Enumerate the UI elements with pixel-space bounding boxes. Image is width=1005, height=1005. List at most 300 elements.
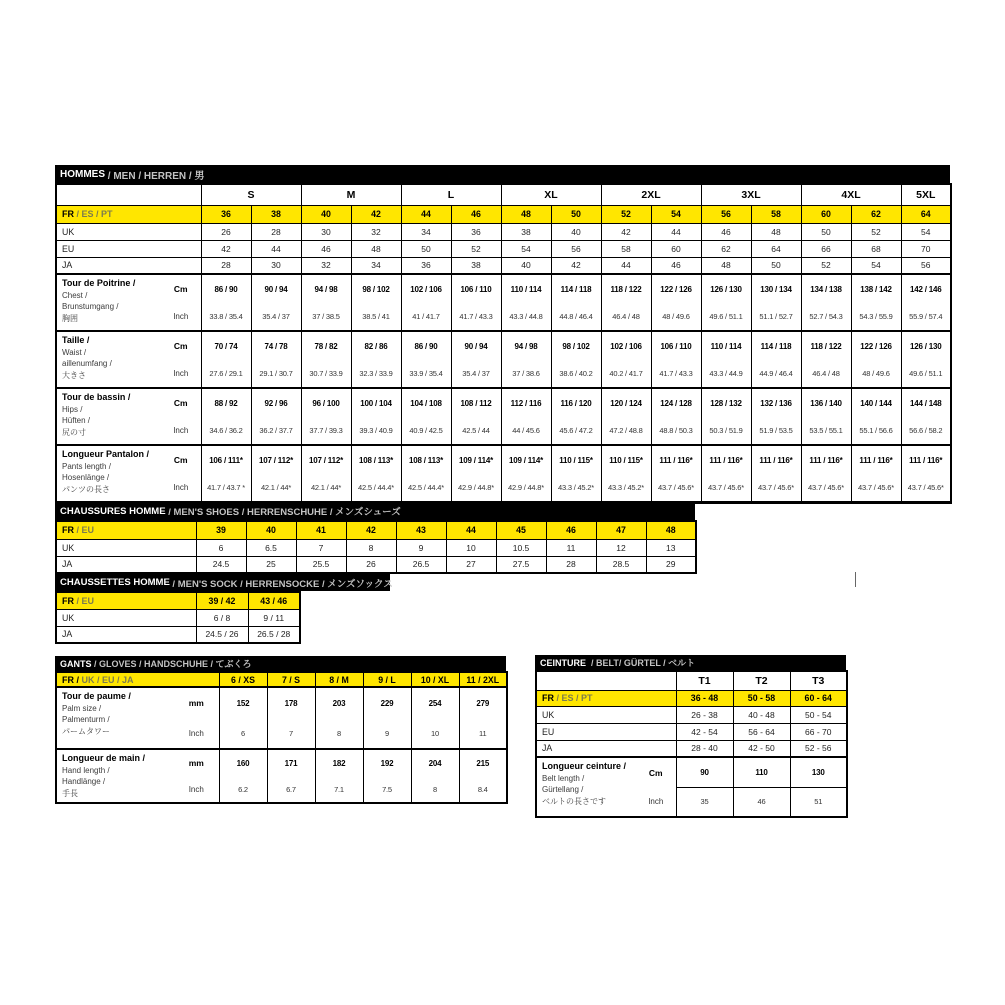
- measure-value-metric: 106 / 110: [651, 331, 701, 360]
- measure-value-inch: 51: [790, 787, 847, 817]
- unit-label: mm: [174, 687, 219, 718]
- unit-label: Inch: [161, 360, 201, 388]
- measure-value-metric: 192: [363, 749, 411, 776]
- size-value: 42: [601, 223, 651, 240]
- size-value: 34: [351, 257, 401, 274]
- size-system-label: [56, 592, 196, 609]
- measure-value-metric: 112 / 116: [501, 388, 551, 417]
- gloves-size-table: [55, 671, 508, 804]
- size-value: 28: [201, 257, 251, 274]
- size-value: 66: [801, 240, 851, 257]
- table-row: [536, 740, 847, 757]
- belt-section-subtitle: / BELT/ GÜRTEL / ベルト: [586, 658, 696, 668]
- table-row: [56, 539, 696, 556]
- row-label: UK: [56, 539, 196, 556]
- belt-size-group-label: T1: [676, 671, 733, 690]
- measure-value-metric: 111 / 116*: [651, 445, 701, 474]
- belt-size-group-label: T3: [790, 671, 847, 690]
- measure-value-metric: 171: [267, 749, 315, 776]
- measure-value-metric: 128 / 132: [701, 388, 751, 417]
- size-value: 56 - 64: [733, 723, 790, 740]
- measure-value-metric: 90 / 94: [451, 331, 501, 360]
- measure-value-inch: 49.6 / 51.1: [901, 360, 951, 388]
- size-value: 6.5: [246, 539, 296, 556]
- measure-value-inch: 44.9 / 46.4: [751, 360, 801, 388]
- table-row: [56, 360, 951, 388]
- measure-value-inch: 6: [219, 718, 267, 749]
- gloves-section-subtitle: / GLOVES / HANDSCHUHE / てぶくろ: [91, 659, 252, 669]
- table-row: [56, 556, 696, 573]
- measure-value-inch: 56.6 / 58.2: [901, 417, 951, 445]
- size-value: 50: [401, 240, 451, 257]
- table-row: [56, 417, 951, 445]
- shoes-section-subtitle: / MEN'S SHOES / HERRENSCHUHE / メンズシューズ: [165, 507, 401, 518]
- size-value: 28: [546, 556, 596, 573]
- row-label: JA: [56, 556, 196, 573]
- size-group-spacer: [56, 184, 201, 205]
- measure-value-metric: 102 / 106: [401, 274, 451, 303]
- measure-subtitle: パームタワー: [62, 726, 110, 736]
- size-value: 38: [501, 223, 551, 240]
- measure-subtitle: 胸囲: [62, 313, 78, 323]
- measure-value-metric: 102 / 106: [601, 331, 651, 360]
- size-value-fr: 42: [351, 205, 401, 223]
- measure-value-inch: 43.7 / 45.6*: [851, 474, 901, 502]
- measure-value-metric: 120 / 124: [601, 388, 651, 417]
- measure-value-metric: 74 / 78: [251, 331, 301, 360]
- size-value: 6 / XS: [219, 672, 267, 687]
- unit-label: Cm: [161, 331, 201, 360]
- size-value: 60: [651, 240, 701, 257]
- measure-value-metric: 94 / 98: [501, 331, 551, 360]
- measure-title: Tour de paume /: [62, 691, 131, 701]
- measure-value-metric: 108 / 112: [451, 388, 501, 417]
- size-value: 66 - 70: [790, 723, 847, 740]
- row-label: EU: [56, 240, 201, 257]
- measure-value-inch: 43.3 / 45.2*: [601, 474, 651, 502]
- measure-value-metric: 104 / 108: [401, 388, 451, 417]
- size-value: 27.5: [496, 556, 546, 573]
- belt-size-group-label: T2: [733, 671, 790, 690]
- size-system-label-secondary: / ES / PT: [554, 693, 593, 703]
- size-value: 9 / L: [363, 672, 411, 687]
- size-value: 44: [601, 257, 651, 274]
- size-value: 42 - 50: [733, 740, 790, 757]
- socks-size-table: [55, 591, 301, 644]
- size-value: 9: [396, 539, 446, 556]
- table-row: [56, 205, 951, 223]
- measure-value-inch: 37.7 / 39.3: [301, 417, 351, 445]
- measure-value-inch: 53.5 / 55.1: [801, 417, 851, 445]
- measure-value-inch: 48 / 49.6: [651, 303, 701, 331]
- size-value: 26 - 38: [676, 706, 733, 723]
- measure-value-inch: 55.1 / 56.6: [851, 417, 901, 445]
- measure-value-metric: 100 / 104: [351, 388, 401, 417]
- measure-subtitle: Hips /: [62, 404, 83, 414]
- measure-value-metric: 114 / 118: [551, 274, 601, 303]
- unit-label: Inch: [174, 718, 219, 749]
- table-row: [536, 706, 847, 723]
- size-value: 28.5: [596, 556, 646, 573]
- size-group-label: L: [401, 184, 501, 205]
- size-value: 48: [751, 223, 801, 240]
- belt-section-title: CEINTURE: [540, 657, 587, 668]
- measure-subtitle: Brunstumgang /: [62, 302, 119, 311]
- size-value: 24.5: [196, 556, 246, 573]
- measure-value-inch: 46.4 / 48: [601, 303, 651, 331]
- measure-value-inch: 37 / 38.6: [501, 360, 551, 388]
- size-value: 48: [701, 257, 751, 274]
- measure-subtitle: 手長: [62, 788, 78, 798]
- row-label: UK: [56, 609, 196, 626]
- measure-label: [56, 388, 161, 445]
- size-value-fr: 48: [501, 205, 551, 223]
- size-value: 25.5: [296, 556, 346, 573]
- measure-value-inch: 42.9 / 44.8*: [501, 474, 551, 502]
- measure-value-inch: 44 / 45.6: [501, 417, 551, 445]
- unit-label: Inch: [161, 417, 201, 445]
- measure-value-inch: 39.3 / 40.9: [351, 417, 401, 445]
- measure-value-metric: 86 / 90: [201, 274, 251, 303]
- measure-value-inch: 43.7 / 45.6*: [901, 474, 951, 502]
- measure-value-metric: 152: [219, 687, 267, 718]
- size-value-fr: 64: [901, 205, 951, 223]
- measure-value-metric: 134 / 138: [801, 274, 851, 303]
- measure-value-metric: 109 / 114*: [501, 445, 551, 474]
- measure-subtitle: Waist /: [62, 347, 87, 357]
- measure-value-metric: 90 / 94: [251, 274, 301, 303]
- measure-value-metric: 94 / 98: [301, 274, 351, 303]
- measure-value-inch: 42.5 / 44.4*: [351, 474, 401, 502]
- measure-value-metric: 142 / 146: [901, 274, 951, 303]
- size-value: 30: [251, 257, 301, 274]
- size-value-fr: 60: [801, 205, 851, 223]
- size-value: 46: [651, 257, 701, 274]
- size-value: 11: [546, 539, 596, 556]
- measure-value-metric: 254: [411, 687, 459, 718]
- size-value-fr: 41: [296, 521, 346, 539]
- men-section-title: HOMMES: [60, 168, 105, 180]
- measure-value-inch: 43.7 / 45.6*: [651, 474, 701, 502]
- measure-value-inch: 33.9 / 35.4: [401, 360, 451, 388]
- table-row: [56, 521, 696, 539]
- table-row: [56, 672, 507, 687]
- size-value: 7: [296, 539, 346, 556]
- measure-subtitle: Chest /: [62, 290, 88, 300]
- measure-value-metric: 92 / 96: [251, 388, 301, 417]
- measure-value-metric: 178: [267, 687, 315, 718]
- size-value-fr: 44: [446, 521, 496, 539]
- measure-title: Longueur de main /: [62, 753, 146, 763]
- size-group-label: XL: [501, 184, 601, 205]
- size-value-fr: 58: [751, 205, 801, 223]
- size-group-label: S: [201, 184, 301, 205]
- measure-value-metric: 82 / 86: [351, 331, 401, 360]
- measure-value-inch: 42.5 / 44.4*: [401, 474, 451, 502]
- table-row: [536, 723, 847, 740]
- measure-value-inch: 41 / 41.7: [401, 303, 451, 331]
- size-value-fr: 39: [196, 521, 246, 539]
- size-value-fr: 48: [646, 521, 696, 539]
- size-value-fr: 40: [246, 521, 296, 539]
- table-row: [56, 474, 951, 502]
- measure-value-metric: 144 / 148: [901, 388, 951, 417]
- measure-value-inch: 43.3 / 44.8: [501, 303, 551, 331]
- size-group-label: 3XL: [701, 184, 801, 205]
- measure-value-inch: 49.6 / 51.1: [701, 303, 751, 331]
- measure-value-metric: 204: [411, 749, 459, 776]
- measure-value-inch: 40.9 / 42.5: [401, 417, 451, 445]
- size-value: 6: [196, 539, 246, 556]
- measure-value-inch: 42.1 / 44*: [251, 474, 301, 502]
- size-value: 10.5: [496, 539, 546, 556]
- measure-value-inch: 43.3 / 44.9: [701, 360, 751, 388]
- measure-subtitle: Hand length /: [62, 765, 110, 775]
- size-system-label: [56, 672, 219, 687]
- size-system-label: [56, 521, 196, 539]
- size-value: 44: [651, 223, 701, 240]
- table-row: [56, 240, 951, 257]
- size-value: 54: [501, 240, 551, 257]
- measure-value-inch: 27.6 / 29.1: [201, 360, 251, 388]
- size-value: 28: [251, 223, 301, 240]
- measure-value-metric: 70 / 74: [201, 331, 251, 360]
- table-row: [56, 331, 951, 360]
- size-value-fr: 46: [546, 521, 596, 539]
- measure-value-inch: 7: [267, 718, 315, 749]
- measure-subtitle: パンツの長さ: [62, 484, 110, 494]
- measure-value-metric: 203: [315, 687, 363, 718]
- unit-label: Cm: [636, 757, 676, 787]
- measure-value-inch: 8: [411, 776, 459, 803]
- row-label: JA: [56, 626, 196, 643]
- size-value: 26: [201, 223, 251, 240]
- measure-value-inch: 52.7 / 54.3: [801, 303, 851, 331]
- measure-value-inch: 46: [733, 787, 790, 817]
- size-value: 36: [451, 223, 501, 240]
- size-value-fr: 43 / 46: [248, 592, 300, 609]
- size-system-label-primary: FR: [62, 209, 74, 219]
- measure-value-inch: 51.9 / 53.5: [751, 417, 801, 445]
- shoes-section-header: [55, 502, 695, 520]
- size-value-fr: 56: [701, 205, 751, 223]
- size-value: 36: [401, 257, 451, 274]
- measure-label: [56, 331, 161, 388]
- size-value: 34: [401, 223, 451, 240]
- unit-label: Cm: [161, 388, 201, 417]
- measure-value-metric: 118 / 122: [601, 274, 651, 303]
- size-value-fr: 45: [496, 521, 546, 539]
- measure-value-metric: 124 / 128: [651, 388, 701, 417]
- measure-value-inch: 44.8 / 46.4: [551, 303, 601, 331]
- size-value: 32: [351, 223, 401, 240]
- measure-value-inch: 33.8 / 35.4: [201, 303, 251, 331]
- shoes-size-table: [55, 520, 697, 574]
- measure-subtitle: Belt length /: [542, 773, 585, 783]
- measure-value-inch: 36.2 / 37.7: [251, 417, 301, 445]
- unit-label: Inch: [161, 303, 201, 331]
- table-row: [56, 303, 951, 331]
- size-value: 10: [446, 539, 496, 556]
- size-system-label-primary: FR /: [62, 674, 79, 685]
- size-value: 46: [701, 223, 751, 240]
- size-value: 44: [251, 240, 301, 257]
- size-value: 42: [551, 257, 601, 274]
- size-value: 10 / XL: [411, 672, 459, 687]
- measure-value-metric: 107 / 112*: [301, 445, 351, 474]
- size-value-fr: 60 - 64: [790, 690, 847, 706]
- size-value: 46: [301, 240, 351, 257]
- size-value: 50: [751, 257, 801, 274]
- measure-title: Longueur ceinture /: [542, 761, 627, 771]
- size-value-fr: 54: [651, 205, 701, 223]
- size-value: 26.5: [396, 556, 446, 573]
- men-section-header: [55, 165, 950, 183]
- size-value-fr: 47: [596, 521, 646, 539]
- size-value: 70: [901, 240, 951, 257]
- measure-value-metric: 90: [676, 757, 733, 787]
- measure-subtitle: 大きさ: [62, 370, 86, 380]
- measure-subtitle: aillenumfang /: [62, 359, 112, 368]
- measure-value-inch: 43.3 / 45.2*: [551, 474, 601, 502]
- size-value: 42: [201, 240, 251, 257]
- men-size-table: [55, 183, 952, 504]
- measure-value-metric: 140 / 144: [851, 388, 901, 417]
- size-value: 52: [851, 223, 901, 240]
- size-value: 13: [646, 539, 696, 556]
- size-value: 48: [351, 240, 401, 257]
- measure-value-metric: 114 / 118: [751, 331, 801, 360]
- table-row: [56, 388, 951, 417]
- size-group-spacer: [536, 671, 676, 690]
- measure-title: Taille /: [62, 335, 90, 345]
- measure-value-inch: 35: [676, 787, 733, 817]
- measure-label: [536, 757, 636, 817]
- measure-value-metric: 110 / 115*: [551, 445, 601, 474]
- size-value: 11 / 2XL: [459, 672, 507, 687]
- size-value: 54: [851, 257, 901, 274]
- measure-value-metric: 111 / 116*: [851, 445, 901, 474]
- size-value: 42 - 54: [676, 723, 733, 740]
- size-value: 26: [346, 556, 396, 573]
- measure-value-metric: 110: [733, 757, 790, 787]
- size-value: 62: [701, 240, 751, 257]
- measure-value-metric: 111 / 116*: [801, 445, 851, 474]
- measure-value-inch: 6.7: [267, 776, 315, 803]
- measure-subtitle: Handlänge /: [62, 777, 106, 786]
- measure-value-inch: 40.2 / 41.7: [601, 360, 651, 388]
- measure-value-metric: 229: [363, 687, 411, 718]
- size-value: 58: [601, 240, 651, 257]
- table-row: [536, 757, 847, 787]
- measure-value-metric: 126 / 130: [901, 331, 951, 360]
- measure-value-inch: 38.6 / 40.2: [551, 360, 601, 388]
- measure-value-inch: 46.4 / 48: [801, 360, 851, 388]
- size-value: 8 / M: [315, 672, 363, 687]
- measure-value-metric: 108 / 113*: [401, 445, 451, 474]
- size-value-fr: 50 - 58: [733, 690, 790, 706]
- measure-value-metric: 108 / 113*: [351, 445, 401, 474]
- measure-value-metric: 106 / 111*: [201, 445, 251, 474]
- measure-subtitle: 尻の寸: [62, 427, 86, 437]
- size-group-label: 2XL: [601, 184, 701, 205]
- row-label: JA: [536, 740, 676, 757]
- measure-label: [56, 749, 174, 803]
- measure-value-metric: 138 / 142: [851, 274, 901, 303]
- size-value: 28 - 40: [676, 740, 733, 757]
- socks-section-title: CHAUSSETTES HOMME: [60, 577, 170, 588]
- measure-label: [56, 274, 161, 331]
- size-group-label: 5XL: [901, 184, 951, 205]
- size-value: 7 / S: [267, 672, 315, 687]
- unit-label: Cm: [161, 274, 201, 303]
- measure-value-inch: 42.9 / 44.8*: [451, 474, 501, 502]
- socks-section-subtitle: / MEN'S SOCK / HERRENSOCKE / メンズソックス: [169, 578, 393, 590]
- belt-size-table: [535, 670, 848, 818]
- measure-value-metric: 111 / 116*: [751, 445, 801, 474]
- table-row: [56, 626, 300, 643]
- measure-value-inch: 7.1: [315, 776, 363, 803]
- measure-subtitle: Gürtellang /: [542, 785, 584, 794]
- size-value-fr: 36: [201, 205, 251, 223]
- measure-value-metric: 88 / 92: [201, 388, 251, 417]
- size-value-fr: 52: [601, 205, 651, 223]
- measure-subtitle: Pants length /: [62, 461, 111, 471]
- size-system-label-secondary: / EU: [74, 595, 95, 606]
- measure-value-inch: 54.3 / 55.9: [851, 303, 901, 331]
- gloves-section-title: GANTS: [60, 658, 92, 669]
- measure-value-inch: 37 / 38.5: [301, 303, 351, 331]
- unit-label: Inch: [174, 776, 219, 803]
- table-row: [56, 257, 951, 274]
- size-system-label-primary: FR: [62, 595, 74, 606]
- size-value-fr: 36 - 48: [676, 690, 733, 706]
- table-row: [56, 223, 951, 240]
- unit-label: Cm: [161, 445, 201, 474]
- table-row: [56, 609, 300, 626]
- measure-value-inch: 43.7 / 45.6*: [801, 474, 851, 502]
- row-label: EU: [536, 723, 676, 740]
- size-value: 52: [801, 257, 851, 274]
- size-value-fr: 62: [851, 205, 901, 223]
- size-system-label: [56, 205, 201, 223]
- size-value: 50: [801, 223, 851, 240]
- measure-value-metric: 111 / 116*: [901, 445, 951, 474]
- measure-value-metric: 110 / 114: [701, 331, 751, 360]
- size-value: 6 / 8: [196, 609, 248, 626]
- measure-value-metric: 110 / 114: [501, 274, 551, 303]
- size-value-fr: 38: [251, 205, 301, 223]
- measure-subtitle: Palm size /: [62, 703, 102, 713]
- measure-title: Tour de bassin /: [62, 392, 131, 402]
- measure-value-inch: 10: [411, 718, 459, 749]
- shoes-section-title: CHAUSSURES HOMME: [60, 505, 166, 517]
- size-value: 50 - 54: [790, 706, 847, 723]
- size-value: 30: [301, 223, 351, 240]
- measure-value-inch: 51.1 / 52.7: [751, 303, 801, 331]
- measure-value-metric: 78 / 82: [301, 331, 351, 360]
- size-group-label: M: [301, 184, 401, 205]
- table-row: [56, 749, 507, 776]
- size-value: 38: [451, 257, 501, 274]
- measure-subtitle: Hosenlänge /: [62, 473, 110, 482]
- size-value: 29: [646, 556, 696, 573]
- size-system-label: [536, 690, 676, 706]
- measure-value-metric: 132 / 136: [751, 388, 801, 417]
- size-value-fr: 50: [551, 205, 601, 223]
- measure-value-metric: 106 / 110: [451, 274, 501, 303]
- size-value: 8: [346, 539, 396, 556]
